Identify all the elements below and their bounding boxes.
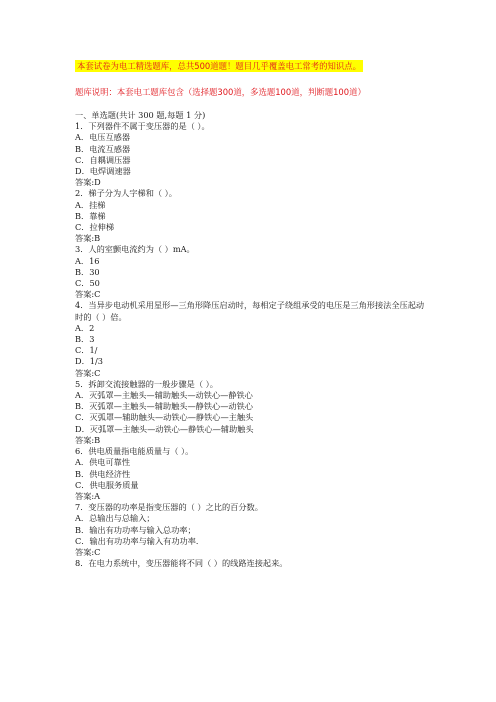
- answer-option: C．50: [75, 278, 100, 289]
- question-list: [75, 121, 425, 569]
- answer-key: 答案:C: [75, 367, 101, 378]
- question-item: [75, 558, 425, 569]
- answer-option: C．拉伸梯: [75, 222, 115, 233]
- answer-option: C．1/: [75, 345, 98, 356]
- answer-option: A．挂梯: [75, 199, 106, 210]
- answer-option: B．输出有功功率与输入总功率；: [75, 524, 196, 535]
- answer-option: C．输出有功功率与输入有功功率．: [75, 535, 205, 546]
- answer-option: B．灭弧罩—主触头—辅助触头—静铁心—动铁心: [75, 401, 253, 412]
- answer-option: A．电压互感器: [75, 132, 131, 143]
- answer-option: B．电流互感器: [75, 143, 131, 154]
- question-item: [75, 121, 425, 188]
- question-stem: 7．变压器的功率是指变压器的（ ）之比的百分数。: [75, 502, 263, 513]
- answer-option: D．1/3: [75, 356, 103, 367]
- question-item: [75, 244, 425, 300]
- section-title: 一、单选题(共计 300 题,每题 1 分): [75, 110, 206, 120]
- question-item: [75, 300, 425, 378]
- question-item: [75, 188, 425, 244]
- answer-option: A．2: [75, 322, 95, 333]
- bank-description: 题库说明：本套电工题库包含（选择题300道，多选题100道，判断题100道）: [75, 87, 366, 97]
- answer-key: 答案:A: [75, 490, 101, 501]
- answer-key: 答案:C: [75, 289, 101, 300]
- question-stem: 3．人的室颤电流约为（ ）mA。: [75, 244, 195, 255]
- question-item: [75, 446, 425, 502]
- answer-option: C．灭弧罩—辅助触头—动铁心—静铁心—主触头: [75, 412, 254, 423]
- answer-option: A．总输出与总输入；: [75, 513, 155, 524]
- answer-key: 答案:B: [75, 434, 101, 445]
- answer-option: D．电焊调速器: [75, 166, 131, 177]
- question-stem: 4．当异步电动机采用星形—三角形降压启动时，每相定子绕组承受的电压是三角形接法全压起动时的（ ）倍。: [75, 300, 425, 322]
- answer-option: C．自耦调压器: [75, 154, 131, 165]
- question-stem: 8．在电力系统中，变压器能将不同（ ）的线路连接起来。: [75, 558, 288, 569]
- answer-key: 答案:D: [75, 177, 101, 188]
- question-stem: 5．拆卸交流接触器的一般步骤是（ ）。: [75, 378, 218, 389]
- answer-option: B．靠梯: [75, 210, 106, 221]
- question-content: [75, 110, 425, 569]
- answer-key: 答案:B: [75, 233, 101, 244]
- answer-option: A．灭弧罩—主触头—辅助触头—动铁心—静铁心: [75, 390, 253, 401]
- answer-option: B．3: [75, 334, 95, 345]
- question-stem: 1．下列器件不属于变压器的是（ ）。: [75, 121, 210, 132]
- question-stem: 2．梯子分为人字梯和（ ）。: [75, 188, 177, 199]
- answer-option: A．16: [75, 255, 100, 266]
- answer-option: B．供电经济性: [75, 468, 131, 479]
- exam-banner: 本套试卷为电工精选题库，总共500道题！题目几乎覆盖电工常考的知识点。: [77, 61, 361, 71]
- answer-option: D．灭弧罩—主触头—动铁心—静铁心—辅助触头: [75, 423, 254, 434]
- answer-option: B．30: [75, 266, 100, 277]
- question-stem: 6．供电质量指电能质量与（ ）。: [75, 446, 194, 457]
- answer-option: C．供电服务质量: [75, 479, 139, 490]
- answer-key: 答案:C: [75, 546, 101, 557]
- question-item: [75, 502, 425, 558]
- answer-option: A．供电可靠性: [75, 457, 131, 468]
- question-item: [75, 379, 425, 446]
